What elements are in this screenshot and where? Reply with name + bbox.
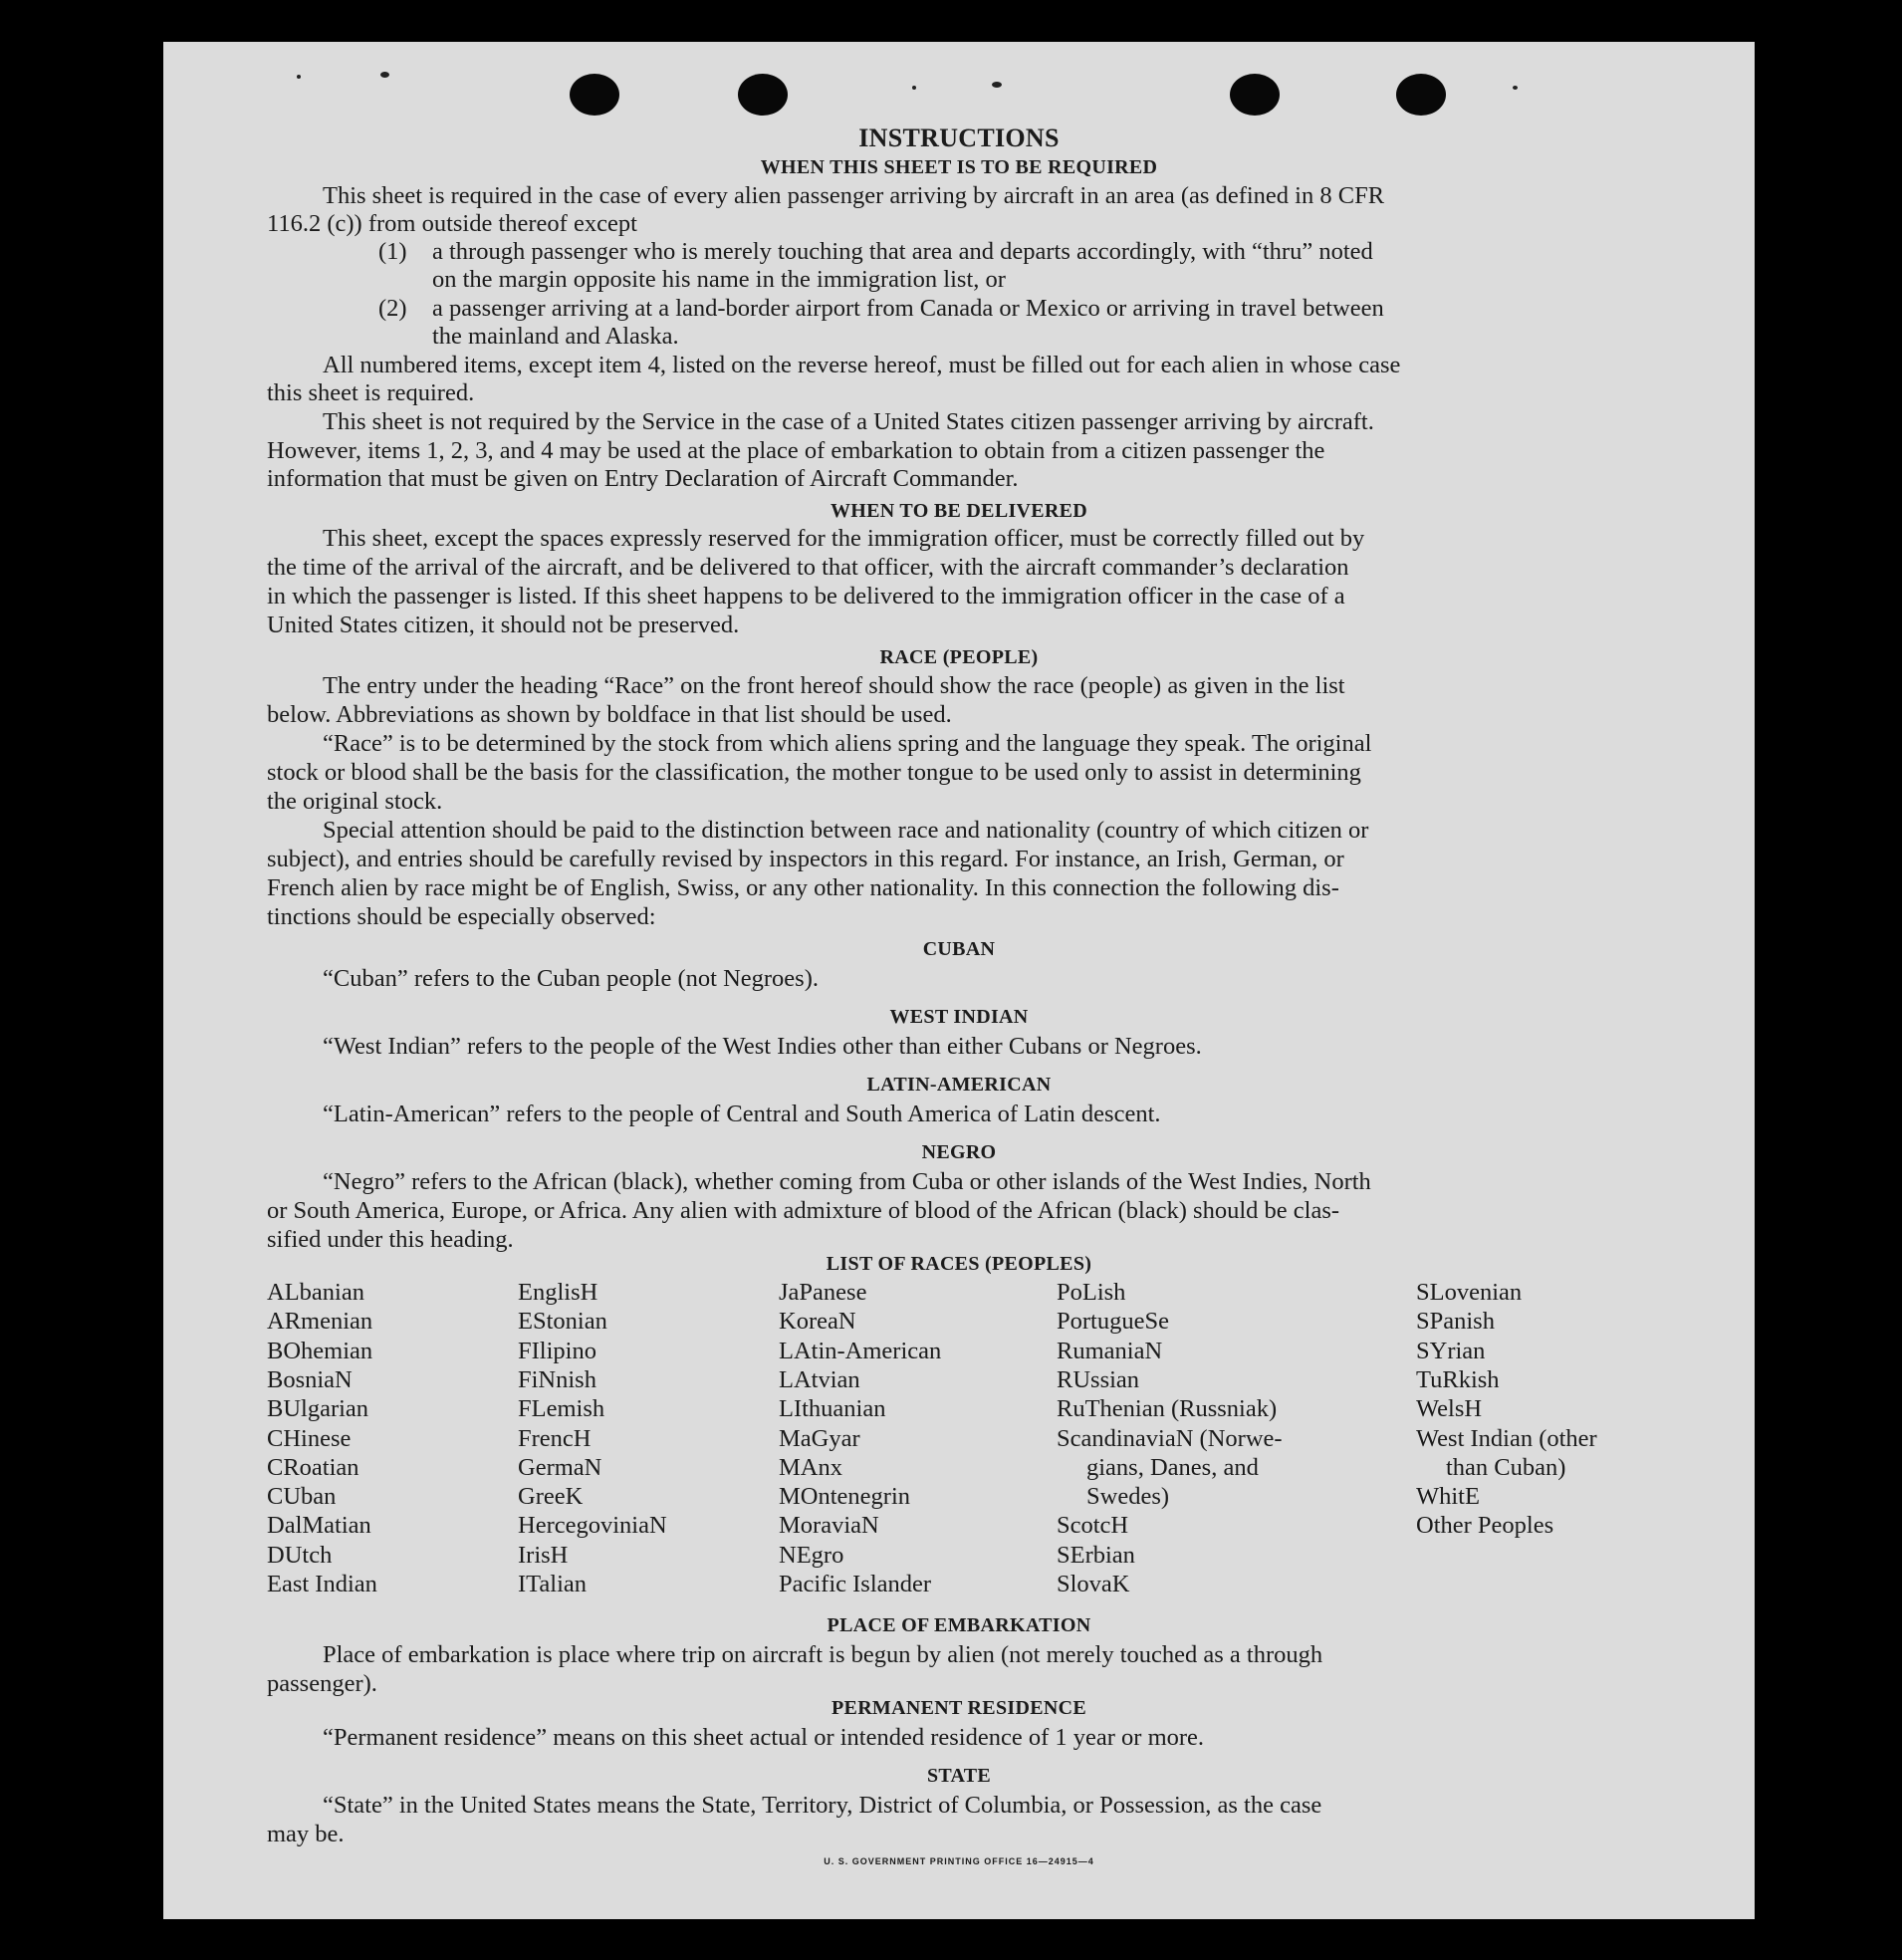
text-line: “Latin-American” refers to the people of Central and South America of Latin descent. [323,1101,1161,1127]
text-line: However, items 1, 2, 3, and 4 may be used at the place of embarkation to obtain from a citizen passenger the [267,437,1325,464]
race-entry: NEgro [779,1541,844,1569]
race-entry: IrisH [518,1541,569,1569]
race-entry: FiNnish [518,1365,596,1393]
race-entry: MAnx [779,1453,842,1481]
race-entry: FrencH [518,1424,592,1452]
race-entry: CUban [267,1483,337,1511]
race-entry: BUlgarian [267,1395,369,1423]
item-number: (2) [378,295,407,322]
text-line: “Cuban” refers to the Cuban people (not Negroes). [323,965,819,992]
race-entry: East Indian [267,1571,377,1597]
heading-when-delivered: WHEN TO BE DELIVERED [830,500,1088,522]
text-line: stock or blood shall be the basis for the classification, the mother tongue to be used only to assist in determining [267,759,1361,786]
race-entry: RUssian [1057,1365,1140,1393]
race-entry: SYrian [1416,1337,1486,1364]
race-entry: DalMatian [267,1512,371,1540]
text-line: United States citizen, it should not be preserved. [267,612,740,638]
heading-west-indian: WEST INDIAN [889,1006,1029,1028]
text-line: or South America, Europe, or Africa. Any alien with admixture of blood of the African (black) should be clas- [267,1197,1340,1224]
item-text: the mainland and Alaska. [432,323,679,350]
text-line: 116.2 (c)) from outside thereof except [267,210,637,237]
race-entry: LAtin-American [779,1337,942,1364]
printer-footer: U. S. GOVERNMENT PRINTING OFFICE 16—24915—4 [824,1856,1094,1866]
race-entry: TuRkish [1416,1365,1500,1393]
heading-latin-american: LATIN-AMERICAN [866,1074,1052,1096]
text-line: This sheet is not required by the Service in the case of a United States citizen passenger arriving by aircraft. [323,408,1374,435]
heading-permanent-residence: PERMANENT RESIDENCE [832,1697,1086,1719]
text-line: “Negro” refers to the African (black), whether coming from Cuba or other islands of the West Indies, North [323,1168,1371,1195]
race-entry: MoraviaN [779,1512,879,1540]
text-line: the time of the arrival of the aircraft, and be delivered to that officer, with the aircraft commander’s declaration [267,554,1349,581]
race-entry: CHinese [267,1424,352,1452]
race-entry: SErbian [1057,1541,1135,1569]
race-entry: KoreaN [779,1308,856,1336]
race-entry: Other Peoples [1416,1512,1554,1540]
document-sheet [163,42,1755,1919]
text-line: Place of embarkation is place where trip on aircraft is begun by alien (not merely touched as a through [323,1641,1323,1668]
heading-race: RACE (PEOPLE) [879,646,1039,668]
text-line: tinctions should be especially observed: [267,903,656,930]
heading-negro: NEGRO [921,1141,997,1163]
race-entry: DUtch [267,1541,333,1569]
race-entry: Pacific Islander [779,1571,932,1597]
text-line: passenger). [267,1670,377,1697]
text-line: The entry under the heading “Race” on the front hereof should show the race (people) as given in the list [323,672,1345,699]
race-entry: RuThenian (Russniak) [1057,1395,1278,1423]
item-text: a through passenger who is merely touching that area and departs accordingly, with “thru” noted [432,238,1373,265]
text-line: All numbered items, except item 4, listed on the reverse hereof, must be filled out for each alien in whose case [323,352,1401,378]
text-line: “State” in the United States means the State, Territory, District of Columbia, or Possession, as the case [323,1792,1322,1819]
race-entry: ALbanian [267,1279,364,1306]
race-entry: ScotcH [1057,1512,1129,1540]
race-entry: MaGyar [779,1424,860,1452]
race-entry: FIlipino [518,1337,596,1364]
text-line: subject), and entries should be carefully revised by inspectors in this regard. For instance, an Irish, German, or [267,846,1344,872]
text-line: Special attention should be paid to the distinction between race and nationality (country of which citizen or [323,817,1369,844]
race-entry: ScandinaviaN (Norwe- [1057,1424,1283,1452]
instructions-content [163,42,1755,1919]
text-line: “Race” is to be determined by the stock from which aliens spring and the language they speak. The original [323,730,1372,757]
item-text: on the margin opposite his name in the immigration list, or [432,266,1006,293]
race-entry: SPanish [1416,1308,1495,1336]
page-title: INSTRUCTIONS [858,123,1060,152]
heading-cuban: CUBAN [922,938,996,960]
heading-embarkation: PLACE OF EMBARKATION [827,1614,1091,1636]
race-entry: LIthuanian [779,1395,886,1423]
race-entry: PoLish [1057,1279,1126,1306]
text-line: the original stock. [267,788,443,815]
race-entry: SLovenian [1416,1279,1523,1306]
race-entry: EStonian [518,1308,607,1336]
race-entry: BOhemian [267,1337,373,1364]
race-entry: SlovaK [1057,1571,1130,1597]
race-entry: BosniaN [267,1365,353,1393]
heading-state: STATE [926,1765,992,1787]
race-entry: ITalian [518,1571,588,1597]
race-entry: GermaN [518,1453,602,1481]
race-entry: ARmenian [267,1308,373,1336]
text-line: “Permanent residence” means on this sheet actual or intended residence of 1 year or more. [323,1724,1205,1751]
text-line: below. Abbreviations as shown by boldface in that list should be used. [267,701,952,728]
heading-list-of-races: LIST OF RACES (PEOPLES) [826,1253,1092,1275]
text-line: This sheet, except the spaces expressly reserved for the immigration officer, must be correctly filled out by [323,525,1365,552]
race-entry: HercegoviniaN [518,1512,667,1540]
race-entry: FLemish [518,1395,605,1423]
text-line: in which the passenger is listed. If this sheet happens to be delivered to the immigration officer in the case of a [267,583,1345,610]
race-entry: GreeK [518,1483,584,1511]
race-entry: PortugueSe [1057,1308,1169,1336]
race-entry: WhitE [1416,1483,1480,1511]
text-line: information that must be given on Entry Declaration of Aircraft Commander. [267,465,1019,492]
text-line: This sheet is required in the case of every alien passenger arriving by aircraft in an area (as defined in 8 CFR [323,182,1385,209]
race-entry: LAtvian [779,1365,860,1393]
race-entry: than Cuban) [1446,1453,1566,1481]
race-entry: gians, Danes, and [1086,1453,1259,1481]
text-line: may be. [267,1821,345,1847]
race-entry: RumaniaN [1057,1337,1163,1364]
race-entry: Swedes) [1086,1483,1170,1511]
text-line: French alien by race might be of English, Swiss, or any other nationality. In this connection the following dis- [267,874,1339,901]
race-entry: JaPanese [779,1279,867,1306]
race-entry: EnglisH [518,1279,598,1306]
text-line: sified under this heading. [267,1226,514,1253]
heading-when-required: WHEN THIS SHEET IS TO BE REQUIRED [760,156,1158,178]
race-entry: West Indian (other [1416,1424,1597,1452]
race-entry: WelsH [1416,1395,1483,1423]
item-number: (1) [378,238,407,265]
text-line: “West Indian” refers to the people of the West Indies other than either Cubans or Negroes. [323,1033,1202,1060]
text-line: this sheet is required. [267,379,475,406]
race-entry: MOntenegrin [779,1483,910,1511]
race-entry: CRoatian [267,1453,359,1481]
item-text: a passenger arriving at a land-border airport from Canada or Mexico or arriving in travel between [432,295,1384,322]
